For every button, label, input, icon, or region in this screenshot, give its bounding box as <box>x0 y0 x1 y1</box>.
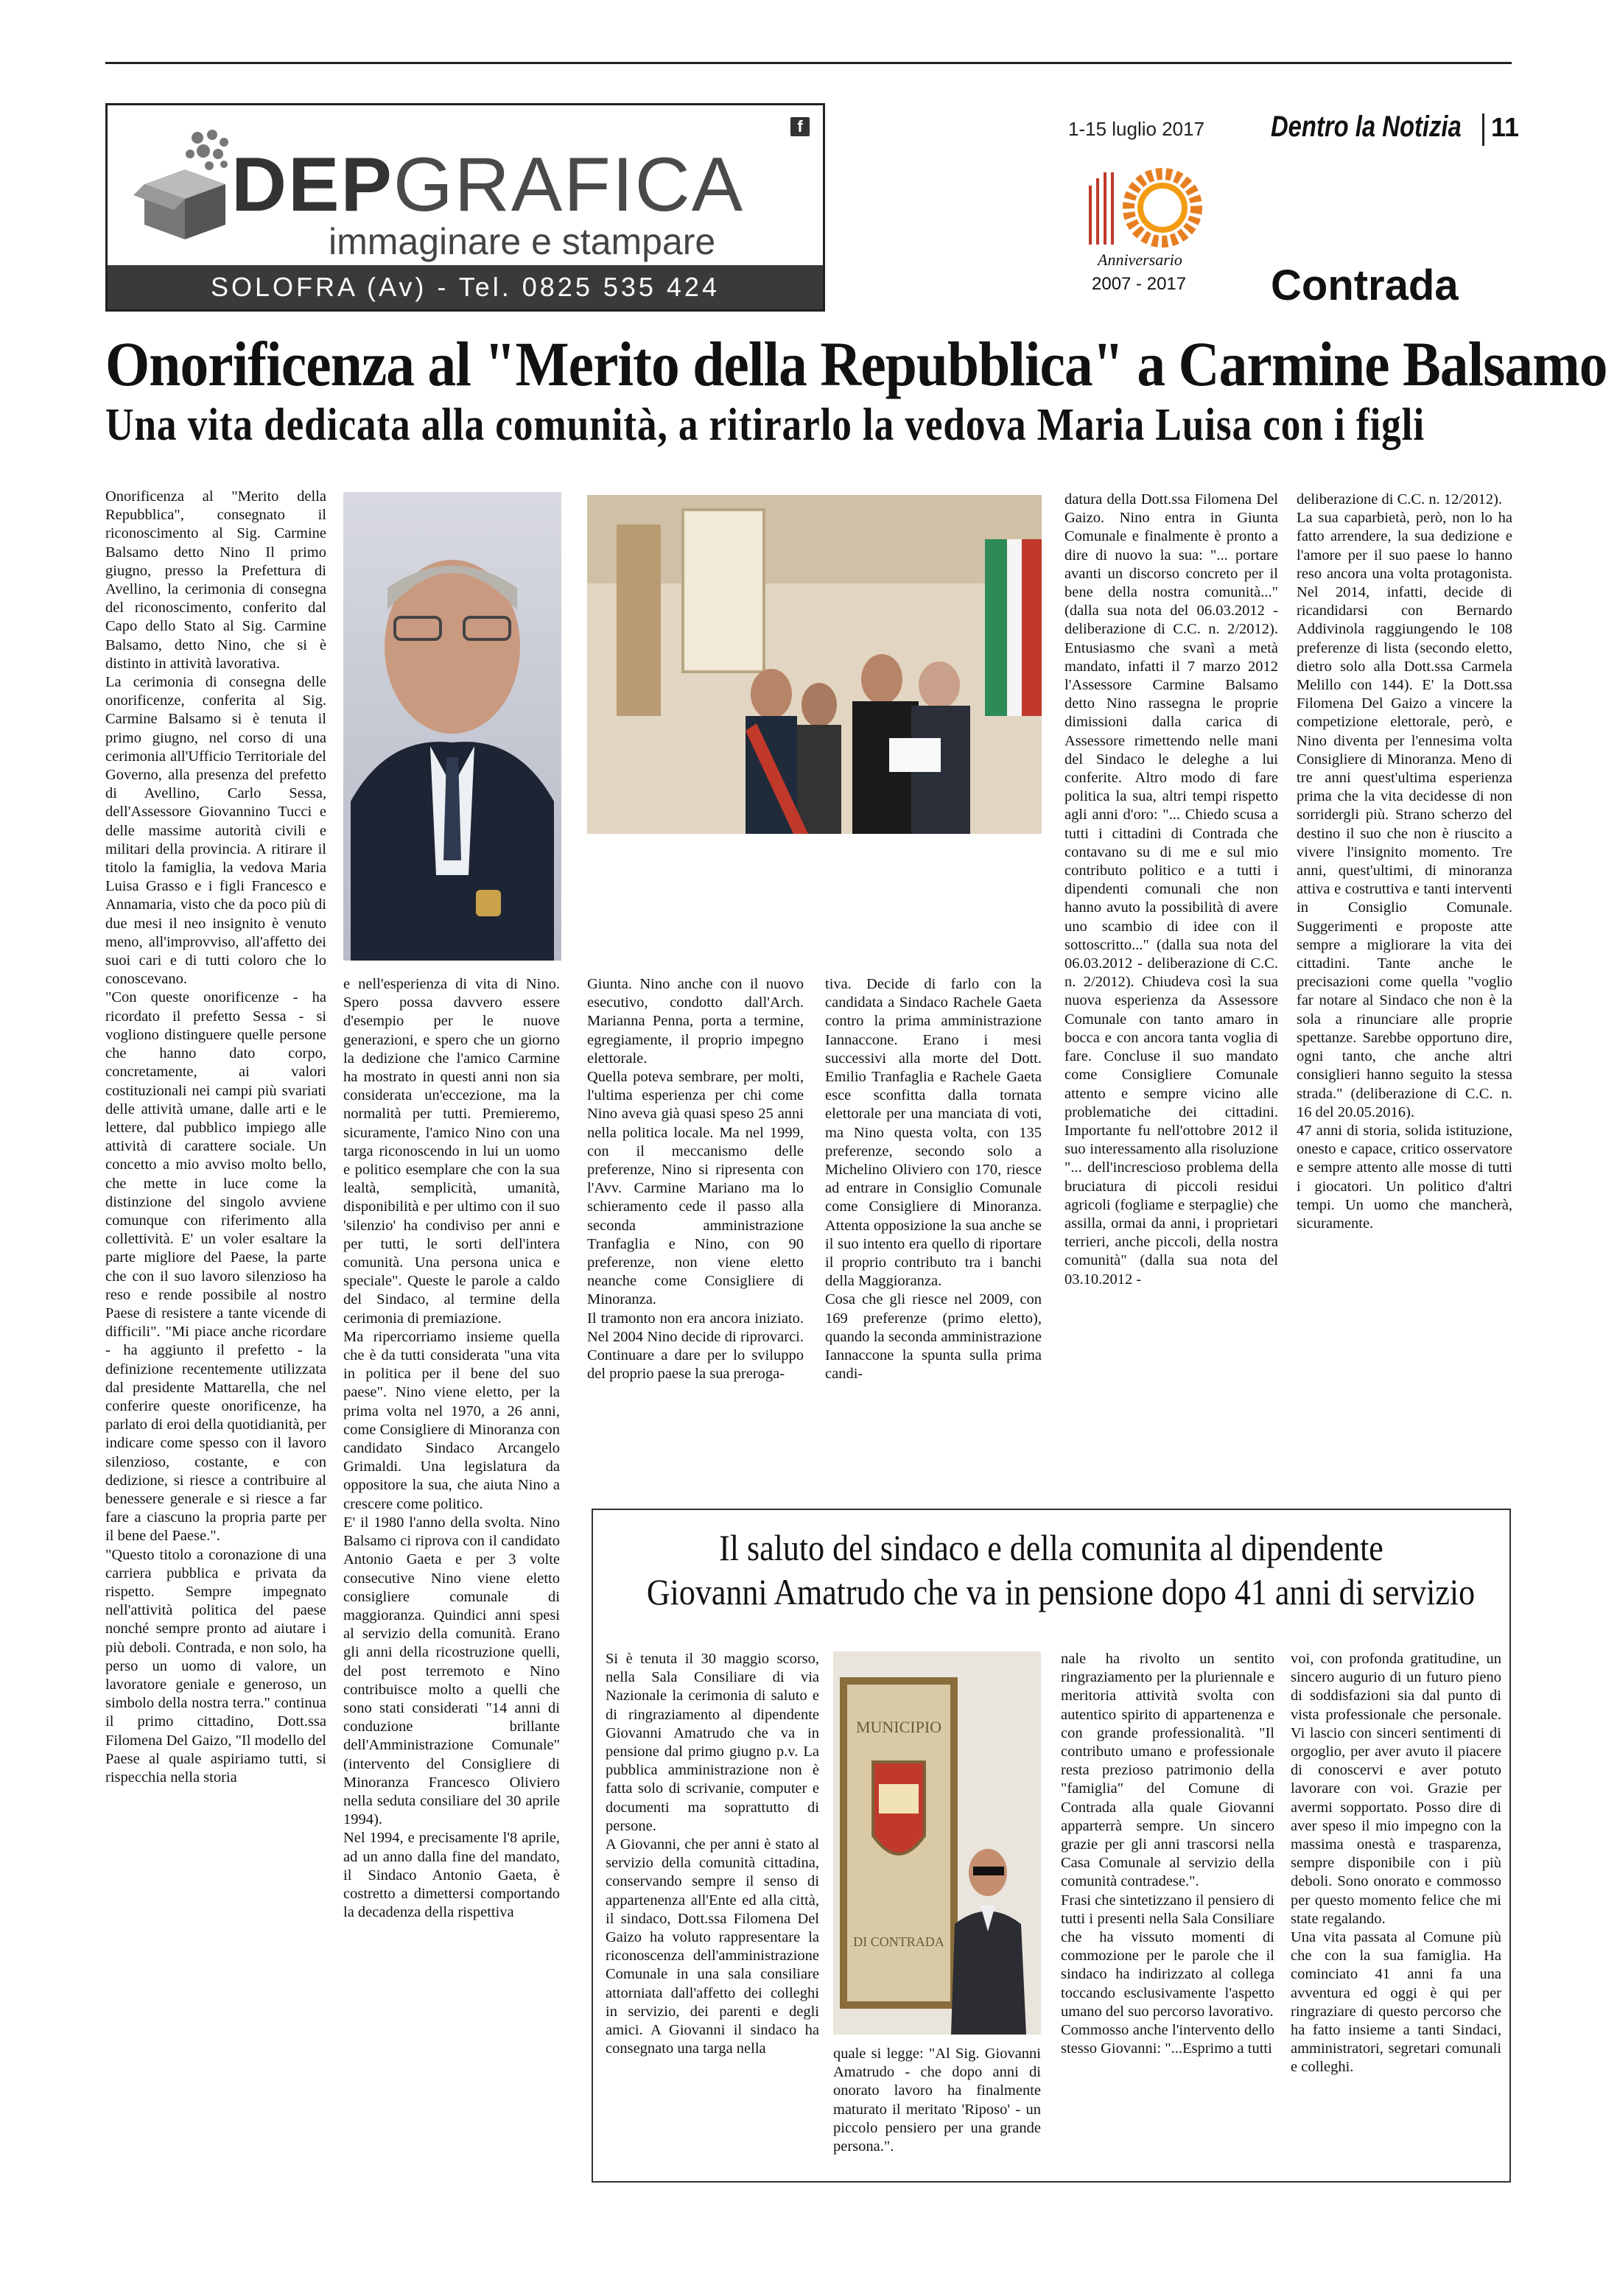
article1-paragraph: E' il 1980 l'anno della svolta. Nino Balsamo ci riprova con il candidato Antonio Gaeta e per 3 volte consecutive Nino viene eletto consigliere comunale di maggioranza. Quindici anni spesi al servizio della comunità. Erano gli anni della ricostruzione quelli, del post terremoto e Nino contribuisce molto a quelli che sono stati considerati "14 anni di conduzione brillante dell'Amministrazione Comunale" (intervento del Consigliere di Minoranza Francesco Oliviero nella seduta consiliare del 30 aprile 1994). <box>343 1514 560 1828</box>
article1-paragraph: tiva. Decide di farlo con la candidata a Sindaco Rachele Gaeta contro la prima amministrazione Iannaccone. Erano i mesi successivi alla morte del Dott. Emilio Tranfaglia e Rachele Gaeta esce sconfitta dalla tornata elettorale per una manciata di voti, ma Nino questa volta, con 135 preferenze, secondo solo a Michelino Oliviero con 170, riesce ad entrare in Consiglio Comunale come Consigliere di Minoranza. Attenta opposizione la sua anche se il suo intento era quello di riportare il proprio contributo tra i banchi della Maggioranza. <box>825 976 1042 1290</box>
article-title: Onorificenza al "Merito della Repubblica" a Carmine Balsamo <box>105 329 1607 399</box>
section-title: Contrada <box>1271 261 1459 309</box>
plaque-top-text: MUNICIPIO <box>855 1718 942 1736</box>
article-subtitle: Una vita dedicata alla comunità, a ritirarlo la vedova Maria Luisa con i figli <box>105 400 1425 450</box>
article1-column-5 <box>1064 491 1278 1289</box>
article2-column-1 <box>606 1650 819 2058</box>
article1-paragraph: "Questo titolo a coronazione di una carriera pubblica e privata da rispetto. Sempre impegnato nell'attività politica del paese nonché sempre pronto ad aiutare i più deboli. Contrada, e non solo, ha perso un uomo di valore, un lavoratore geniale e generoso, un simbolo della nostra terra." continua il primo cittadino, Dott.ssa Filomena Del Gaizo, "Il modello del Paese al quale aspiriamo tutti, si rispecchia nella storia <box>105 1546 326 1786</box>
portrait-photo <box>343 492 561 961</box>
article1-paragraph: Giunta. Nino anche con il nuovo esecutivo, condotto dall'Arch. Marianna Penna, porta a termine, egregiamente, il proprio impegno elettorale. <box>587 976 804 1067</box>
article1-paragraph: datura della Dott.ssa Filomena Del Gaizo. Nino entra in Giunta Comunale e finalmente è pronto a dire di nuovo la sua: "... portare avanti un discorso concreto per il bene della nostra comunità..." (dalla sua nota del 06.03.2012 - deliberazione di C.C. n. 2/2012). Entusiasmo che svanì a metà mandato, infatti il 7 marzo 2012 l'Assessore Carmine Balsamo detto Nino rassegna le proprie dimissioni dalla carica di Assessore rimettendo nelle mani del Sindaco le deleghe a lui conferite. Altro modo di fare politica la sua, altri tempi rispetto agli anni d'oro: "... Chiedo scusa a tutti i cittadini di Contrada che contavano su di me e sul mio contributo politico e a tutti i dipendenti comunali che non hanno avuto la possibilità di avere uno scambio di idee con il sottoscritto..." (dalla sua nota del 06.03.2012 - deliberazione di C.C. n. 2/2012). Chiudeva così la sua nuova esperienza da Assessore Comunale con tanto amaro in bocca e con ancora tanta voglia di fare. Concluse il suo mandato come Consigliere Comunale attento e sempre vicino alle problematiche dei cittadini. Importante fu nell'ottobre 2012 il suo interessamento alla risoluzione "... dell'increscioso problema della bruciatura di piccoli residui agricoli (fogliame e sterpaglie) che assilla, ormai da anni, i proprietari terrieri, anche piccoli, della nostra comunità" (dalla sua nota del 03.10.2012 - <box>1064 491 1278 1288</box>
article2-title-line-1: Il saluto del sindaco e della comunita al dipendente <box>719 1527 1383 1568</box>
page-separator <box>1482 113 1484 146</box>
depgrafica-advert[interactable] <box>105 103 825 312</box>
article1-paragraph: Nel 1994, e precisamente l'8 aprile, ad un anno dalla fine del mandato, il Sindaco Antonio Gaeta, è costretto a dimettersi comportando la decadenza della rispettiva <box>343 1830 560 1921</box>
article1-paragraph: Onorificenza al "Merito della Repubblica", consegnato il riconoscimento al Sig. Carmine Balsamo detto Nino Il primo giugno, presso la Prefettura di Avellino, la cerimonia di consegna del riconoscimento, conferito dal Capo dello Stato al Sig. Carmine Balsamo, detto Nino, che si è distinto in attività lavorativa. <box>105 488 326 672</box>
advert-contact: SOLOFRA (Av) - Tel. 0825 535 424 <box>108 265 823 309</box>
article1-column-4 <box>825 975 1042 1383</box>
article2-column-4 <box>1291 1650 1501 2077</box>
advert-brand: DEPGRAFICA <box>231 142 745 228</box>
article1-paragraph: "Con queste onorificenze - ha ricordato il prefetto Sessa - si vogliono distinguere quelle persone che hanno dato corpo, concretamente, ai valori costituzionali nei campi più svariati delle attività umane, dalle arti e le lettere, dal pubblico impiego alle attività di carattere sociale. Un concetto a mio avviso molto bello, che mette in luce come la distinzione del singolo avviene comunque con riferimento alla collettività. E' un voler esaltare la parte migliore del Paese, la parte che con il suo lavoro silenzioso ha reso e rende possibile al nostro Paese di resistere a tante vicende di difficili". "Mi piace anche ricordare - ha aggiunto il prefetto - la definizione recentemente utilizzata dal presidente Mattarella, che nel conferire queste onorificenze, ha parlato di eroi della quotidianità, per indicare come spesso con il lavoro silenzioso, costante, e con dedizione, si riesce a contribuire al benessere generale e si riesce a far fare a ciascuno la propria parte per il bene del Paese.". <box>105 989 326 1545</box>
cube-logo-icon <box>130 122 240 243</box>
article1-paragraph: 47 anni di storia, solida istituzione, onesto e capace, critico osservatore e sempre attento alle mosse di tutti i giocatori. Un politico d'altri tempi. Un uomo che mancherà, sicuramente. <box>1297 1122 1512 1232</box>
article1-paragraph: Cosa che gli riesce nel 2009, con 169 preferenze (primo eletto), quando la seconda amministrazione Iannaccone la spunta sulla prima candi- <box>825 1291 1042 1383</box>
article1-paragraph: La sua caparbietà, però, non lo ha fatto arrendere, la sua dedizione e l'amore per il suo paese lo hanno reso ancora una volta protagonista. Nel 2014, infatti, decide di ricandidarsi con Bernardo Addivinola raggiungendo le 108 preferenze di lista (secondo eletto, dietro solo alla Dott.ssa Carmela Melillo con 144). E' la Dott.ssa Filomena Del Gaizo a vincere la competizione elettorale, però, e Nino diventa per l'ennesima volta Consigliere di Minoranza. Meno di tre anni quest'ultima esperienza prima che la vita decidesse di non sorridergli più. Strano scherzo del destino il suo che non è riuscito a vivere l'insignito momento. Tre anni, quest'ultimi, di minoranza attiva e costruttiva e tanti interventi in Consiglio Comunale. Suggerimenti e proposte atte sempre a migliorare la vita dei cittadini. Tante anche le precisazioni come quella "voglio far notare al Sindaco che non è la sola a rinunciare alle proprie spettanze. Sarebbe opportuno dire, ogni tanto, che anche altri consiglieri hanno seguito la stessa strada." (deliberazione di C.C. n. 16 del 20.05.2016). <box>1297 510 1512 1120</box>
article2-paragraph: A Giovanni, che per anni è stato al servizio della comunità cittadina, conservando sempre il senso di appartenenza all'Ente ed alla città, il sindaco, Dott.ssa Filomena Del Gaizo ha voluto rappresentare la riconoscenza dell'amministrazione Comunale in una sala consiliare attorniata dall'affetto dei colleghi in servizio, dei parenti e degli amici. A Giovanni il sindaco ha consegnato una targa nella <box>606 1836 819 2057</box>
article1-column-2 <box>343 975 560 1922</box>
article2-paragraph: nale ha rivolto un sentito ringraziamento per la pluriennale e meritoria attività svolta con autentico spirito di appartenenza e con grande professionalità. "Il contributo umano e professionale resta prezioso patrimonio della "famiglia" del Comune di Contrada alla quale Giovanni apparterrà sempre. Un sincero grazie per gli anni trascorsi nella Casa Comunale al servizio della comunità contradese.". <box>1061 1651 1274 1890</box>
article2-paragraph: voi, con profonda gratitudine, un sincero augurio di un futuro pieno di soddisfazioni sia dal punto di vista professionale che personale. Vi lascio con sinceri sentimenti di orgoglio, per aver avuto il piacere di conoscervi e aver potuto lavorare con voi. Grazie per avermi sopportato. Posso dire di aver speso il mio impegno con la massima onestà e trasparenza, sempre disponibile con i più deboli. Sono onorato e commosso per questo momento felice che mi state regalando. <box>1291 1651 1501 1927</box>
top-rule <box>105 62 1512 64</box>
article2-paragraph: Commosso anche l'intervento dello stesso Giovanni: "...Esprimo a tutti <box>1061 2022 1274 2057</box>
facebook-icon[interactable]: f <box>790 117 810 136</box>
issue-date: 1-15 luglio 2017 <box>1068 118 1205 140</box>
article1-paragraph: Ma ripercorriamo insieme quella che è da tutti considerata "una vita in politica per il bene del suo paese". Nino viene eletto, per la prima volta nel 1970, a 26 anni, come Consigliere di Minoranza con candidato Sindaco Arcangelo Grimaldi. Una legislatura da oppositore la sua, che aiuta Nino a crescere come politico. <box>343 1328 560 1512</box>
article1-paragraph: Quella poteva sembrare, per molti, l'ultima esperienza per chi come Nino aveva già quasi speso 25 anni nella politica locale. Ma nel 1999, con il meccanismo delle preferenze, Nino si ripresenta con l'Avv. Carmine Mariano ma lo schieramento cede il passo alla seconda amministrazione Tranfaglia e Nino, con 90 preferenze, non viene eletto neanche come Consigliere di Minoranza. <box>587 1069 804 1308</box>
article1-paragraph: deliberazione di C.C. n. 12/2012). <box>1297 491 1502 508</box>
article2-paragraph: quale si legge: "Al Sig. Giovanni Amatrudo - che dopo anni di onorato lavoro ha finalmente maturato il meritato 'Riposo' - un piccolo pensiero per una grande persona.". <box>833 2046 1041 2155</box>
article2-paragraph: Frasi che sintetizzano il pensiero di tutti i presenti nella Sala Consiliare che ha vissuto momenti di commozione per le parole che il sindaco ha indirizzato al collega toccando esclusivamente l'aspetto umano del suo percorso lavorativo. <box>1061 1892 1274 2020</box>
retirement-photo <box>833 1651 1041 2035</box>
article2-paragraph: Una vita passata al Comune più che con la sua famiglia. Ha cominciato 41 anni fa una avventura ed oggi è qui per ringraziare di questo percorso che ha fatto insieme a tanti Sindaci, amministratori, segretari comunali e colleghi. <box>1291 1929 1501 2076</box>
anniversary-script: Anniversario <box>1098 250 1182 269</box>
article1-column-6 <box>1297 491 1512 1233</box>
advert-tagline: immaginare e stampare <box>329 221 716 262</box>
article1-column-1 <box>105 488 326 1787</box>
masthead: Dentro la Notizia <box>1271 110 1462 143</box>
article2-column-3 <box>1061 1650 1274 2058</box>
ceremony-photo <box>587 495 1042 834</box>
article1-paragraph: La cerimonia di consegna delle onorificenze, conferita al Sig. Carmine Balsamo si è tenuta il primo giugno, nel corso di una cerimonia all'Ufficio Territoriale del Governo, alla presenza del prefetto di Avellino, Carlo Sessa, dell'Assessore Giovannino Tucci e delle massime autorità civili e militari della provincia. A ritirare il titolo la famiglia, la vedova Maria Luisa Grasso e i figli Francesco e Annamaria, visto che da poco più di due mesi il neo insignito è venuto meno, all'improvviso, all'affetto dei suoi cari e di tutti coloro che lo conoscevano. <box>105 674 326 988</box>
page-number: 11 <box>1491 112 1520 142</box>
anniversary-logo <box>1076 164 1208 315</box>
article1-column-3 <box>587 975 804 1383</box>
article2-title-line-2: Giovanni Amatrudo che va in pensione dopo 41 anni di servizio <box>646 1571 1476 1612</box>
article1-paragraph: e nell'esperienza di vita di Nino. Spero possa davvero essere d'esempio per le nuove generazioni, e spero che un giorno la dedizione che l'amico Carmine ha mostrato in questi anni non sia considerata un'eccezione, ma la normalità per tutti. Premieremo, sicuramente, l'amico Nino con una targa riconoscendo in lui un uomo e politico esemplare che con la sua lealtà, semplicità, umanità, disponibilità e per ultimo con il suo 'silenzio' ha condiviso per anni e per tutti, le sorti dell'intera comunità. Una persona unica e speciale". Queste le parole a caldo del Sindaco, al termine della cerimonia di premiazione. <box>343 976 560 1327</box>
plaque-bottom-text: DI CONTRADA <box>853 1934 944 1949</box>
article2-paragraph: Si è tenuta il 30 maggio scorso, nella Sala Consiliare di via Nazionale la cerimonia di saluto e di ringraziamento al dipendente Giovanni Amatrudo che va in pensione dal primo giugno p.v. La pubblica amministrazione non è fatta solo di scrivanie, computer e documenti ma soprattutto di persone. <box>606 1651 819 1834</box>
article2-column-2 <box>833 2045 1041 2156</box>
article1-paragraph: Il tramonto non era ancora iniziato. Nel 2004 Nino decide di riprovarci. Continuare a dare per lo sviluppo del proprio paese la sua preroga- <box>587 1310 804 1383</box>
anniversary-years: 2007 - 2017 <box>1092 274 1187 294</box>
